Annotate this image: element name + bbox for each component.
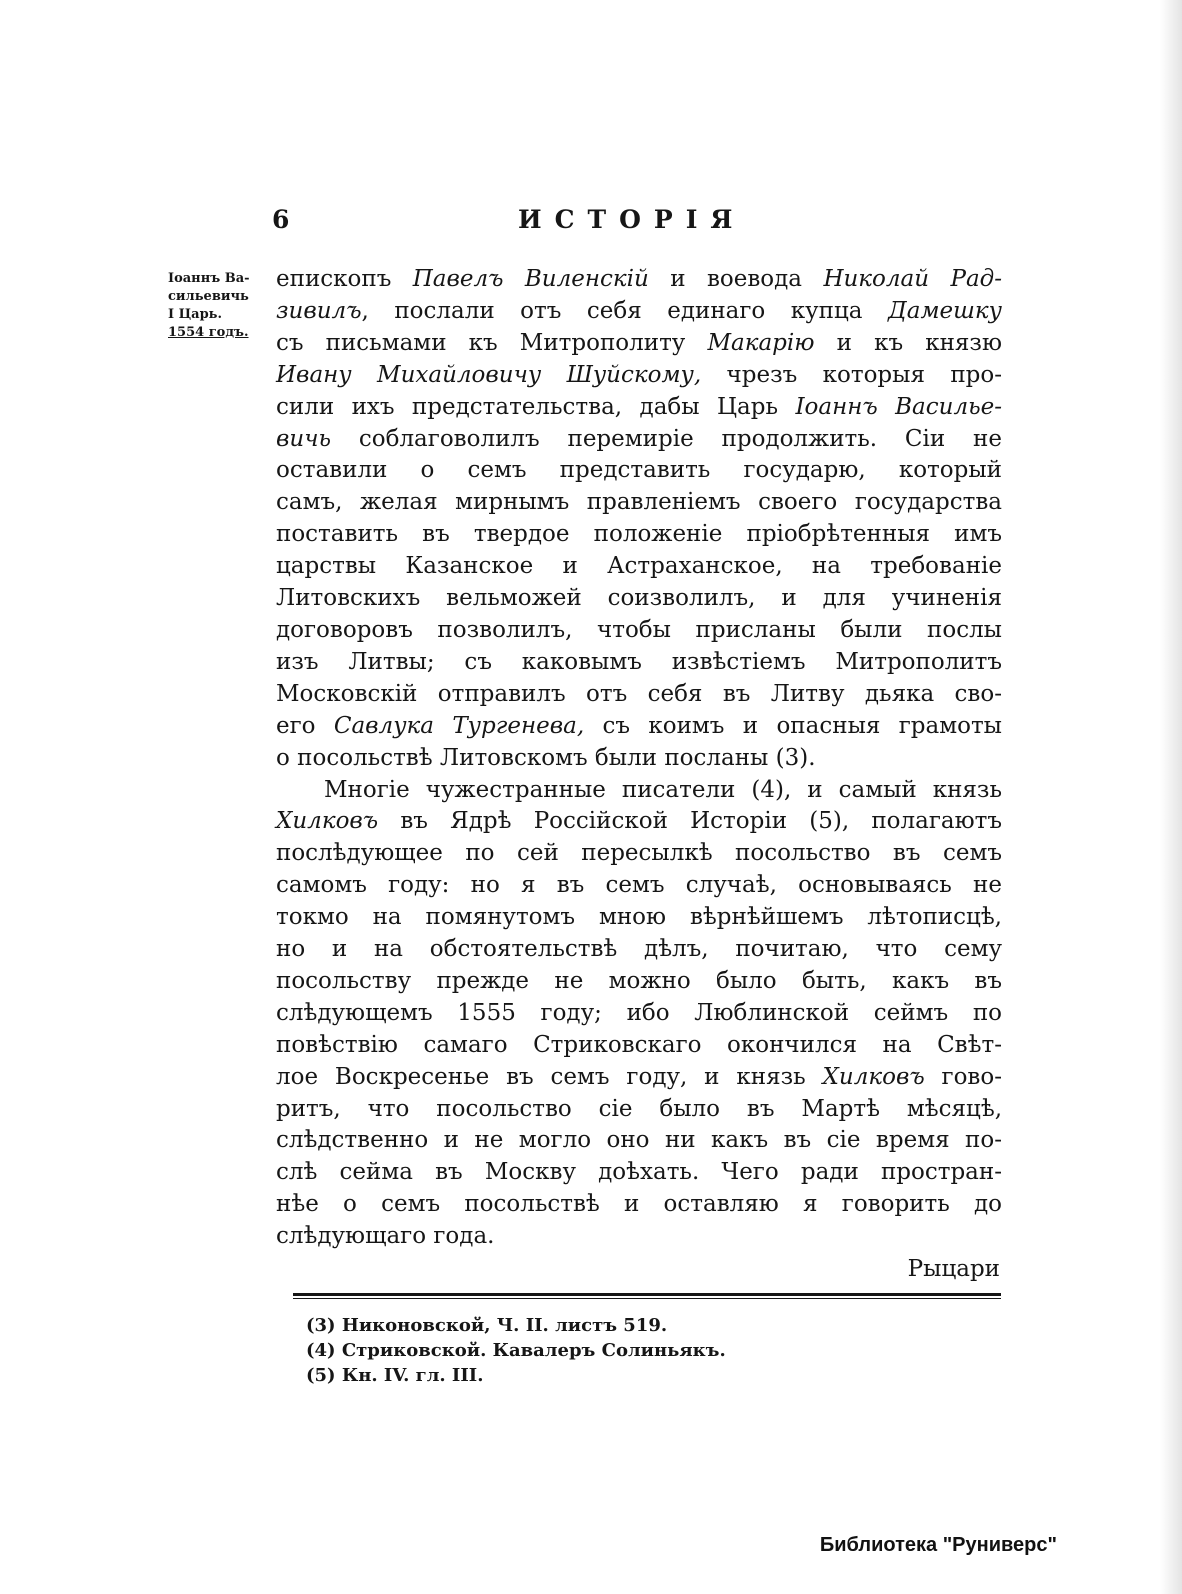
text-line: самомъ году: но я въ семъ случаѣ, основываясь не [276,872,1002,899]
text-line: Ивану Михайловичу Шуйскому, чрезъ которыя про- [276,361,1002,388]
text-line: съ письмами къ Митрополиту Макарію и къ князю [276,329,1002,356]
text-line: Хилковъ въ Ядрѣ Россійской Исторіи (5), полагаютъ [276,808,1002,835]
text-line: договоровъ позволилъ, чтобы присланы были послы [276,616,1002,643]
catchword: Рыцари [907,1256,1000,1282]
margin-note-line: I Царь. [168,307,223,322]
text-line: ритъ, что посольство сіе было въ Мартѣ мѣсяцѣ, [276,1095,1002,1122]
margin-note-line: Іоаннъ Ва- [168,271,250,286]
margin-note-line: сильевичь [168,289,249,304]
italic-name: Дамешку [888,297,1002,324]
text-line: послѣдующее по сей пересылкѣ посольство въ семъ [276,840,1002,867]
text-line: слѣ сейма въ Москву доѣхать. Чего ради простран- [276,1159,1002,1186]
text-line: слѣдственно и не могло оно ни какъ въ сіе время по- [276,1127,1002,1154]
footnote-rule-thin [293,1298,1001,1299]
italic-name: Савлука Тургенева, [333,712,585,739]
italic-name: зивилъ [276,297,362,324]
text-line: вичь соблаговолилъ перемиріе продолжить. Сіи не [276,425,1002,452]
footnote-rule [293,1293,1001,1296]
text-line: но и на обстоятельствѣ дѣлъ, почитаю, что сему [276,936,1002,963]
main-text [276,264,1002,1253]
library-watermark: Библиотека "Руниверс" [819,1534,1057,1556]
text-line: токмо на помянутомъ мною вѣрнѣйшемъ лѣтописцѣ, [276,904,1002,931]
text-line: Литовскихъ вельможей соизволилъ, и для учиненія [276,585,1002,612]
text-line: Многіе чужестранные писатели (4), и самый князь [324,776,1002,803]
text-line: Московскій отправилъ отъ себя въ Литву дьяка сво- [276,680,1002,707]
italic-name: Ивану Михайловичу Шуйскому, [276,361,702,388]
text-line: лое Воскресенье въ семъ году, и князь Хилковъ гово- [276,1063,1003,1090]
text-line: епископъ Павелъ Виленскій и воевода Николай Рад- [276,266,1002,292]
footnote-5: (5) Кн. IV. гл. III. [306,1365,484,1386]
text-line: его Савлука Тургенева, съ коимъ и опасныя грамоты [276,712,1002,739]
italic-name: вичь [276,425,332,452]
text-line: поставить въ твердое положеніе пріобрѣтенныя имъ [276,521,1002,548]
text-line: сили ихъ предстательства, дабы Царь Іоаннъ Васильe- [276,393,1002,420]
italic-name: Николай Рад- [823,266,1002,292]
text-line: повѣствію самаго Стриковскаго окончился на Свѣт- [276,1031,1002,1058]
text-line: посольству прежде не можно было быть, какъ въ [276,967,1002,994]
italic-name: Хилковъ [822,1063,925,1090]
text-line: самъ, желая мирнымъ правленіемъ своего государства [276,489,1002,516]
italic-name: Макарію [707,329,815,356]
text-line: слѣдующаго года. [276,1223,495,1250]
text-line: оставили о семъ представить государю, который [276,457,1002,484]
margin-note-year: 1554 годъ. [168,325,249,340]
margin-note [168,270,273,342]
footnote-4: (4) Стриковской. Кавалеръ Солиньякъ. [306,1340,726,1361]
text-line: нѣе о семъ посольствѣ и оставляю я говорить до [276,1191,1002,1218]
footnotes [306,1313,726,1388]
text-line: зивилъ, послали отъ себя единаго купца Дамешку [276,297,1002,324]
running-title: ИСТОРІЯ [518,205,746,234]
footnote-3: (3) Никоновской, Ч. II. листъ 519. [306,1315,668,1336]
text-line: слѣдующемъ 1555 году; ибо Люблинской сеймъ по [276,999,1002,1026]
page-number: 6 [272,205,290,234]
text-line: о посольствѣ Литовскомъ были посланы (3). [276,744,816,771]
text-line: царствы Казанское и Астраханское, на требованіе [276,553,1002,580]
italic-name: Хилковъ [276,808,379,835]
italic-name: Павелъ Виленскій [412,266,649,292]
italic-name: Іоаннъ Васильe- [795,393,1002,420]
page-edge-shadow [1160,0,1182,1594]
text-line: изъ Литвы; съ каковымъ извѣстіемъ Митрополитъ [276,648,1002,675]
